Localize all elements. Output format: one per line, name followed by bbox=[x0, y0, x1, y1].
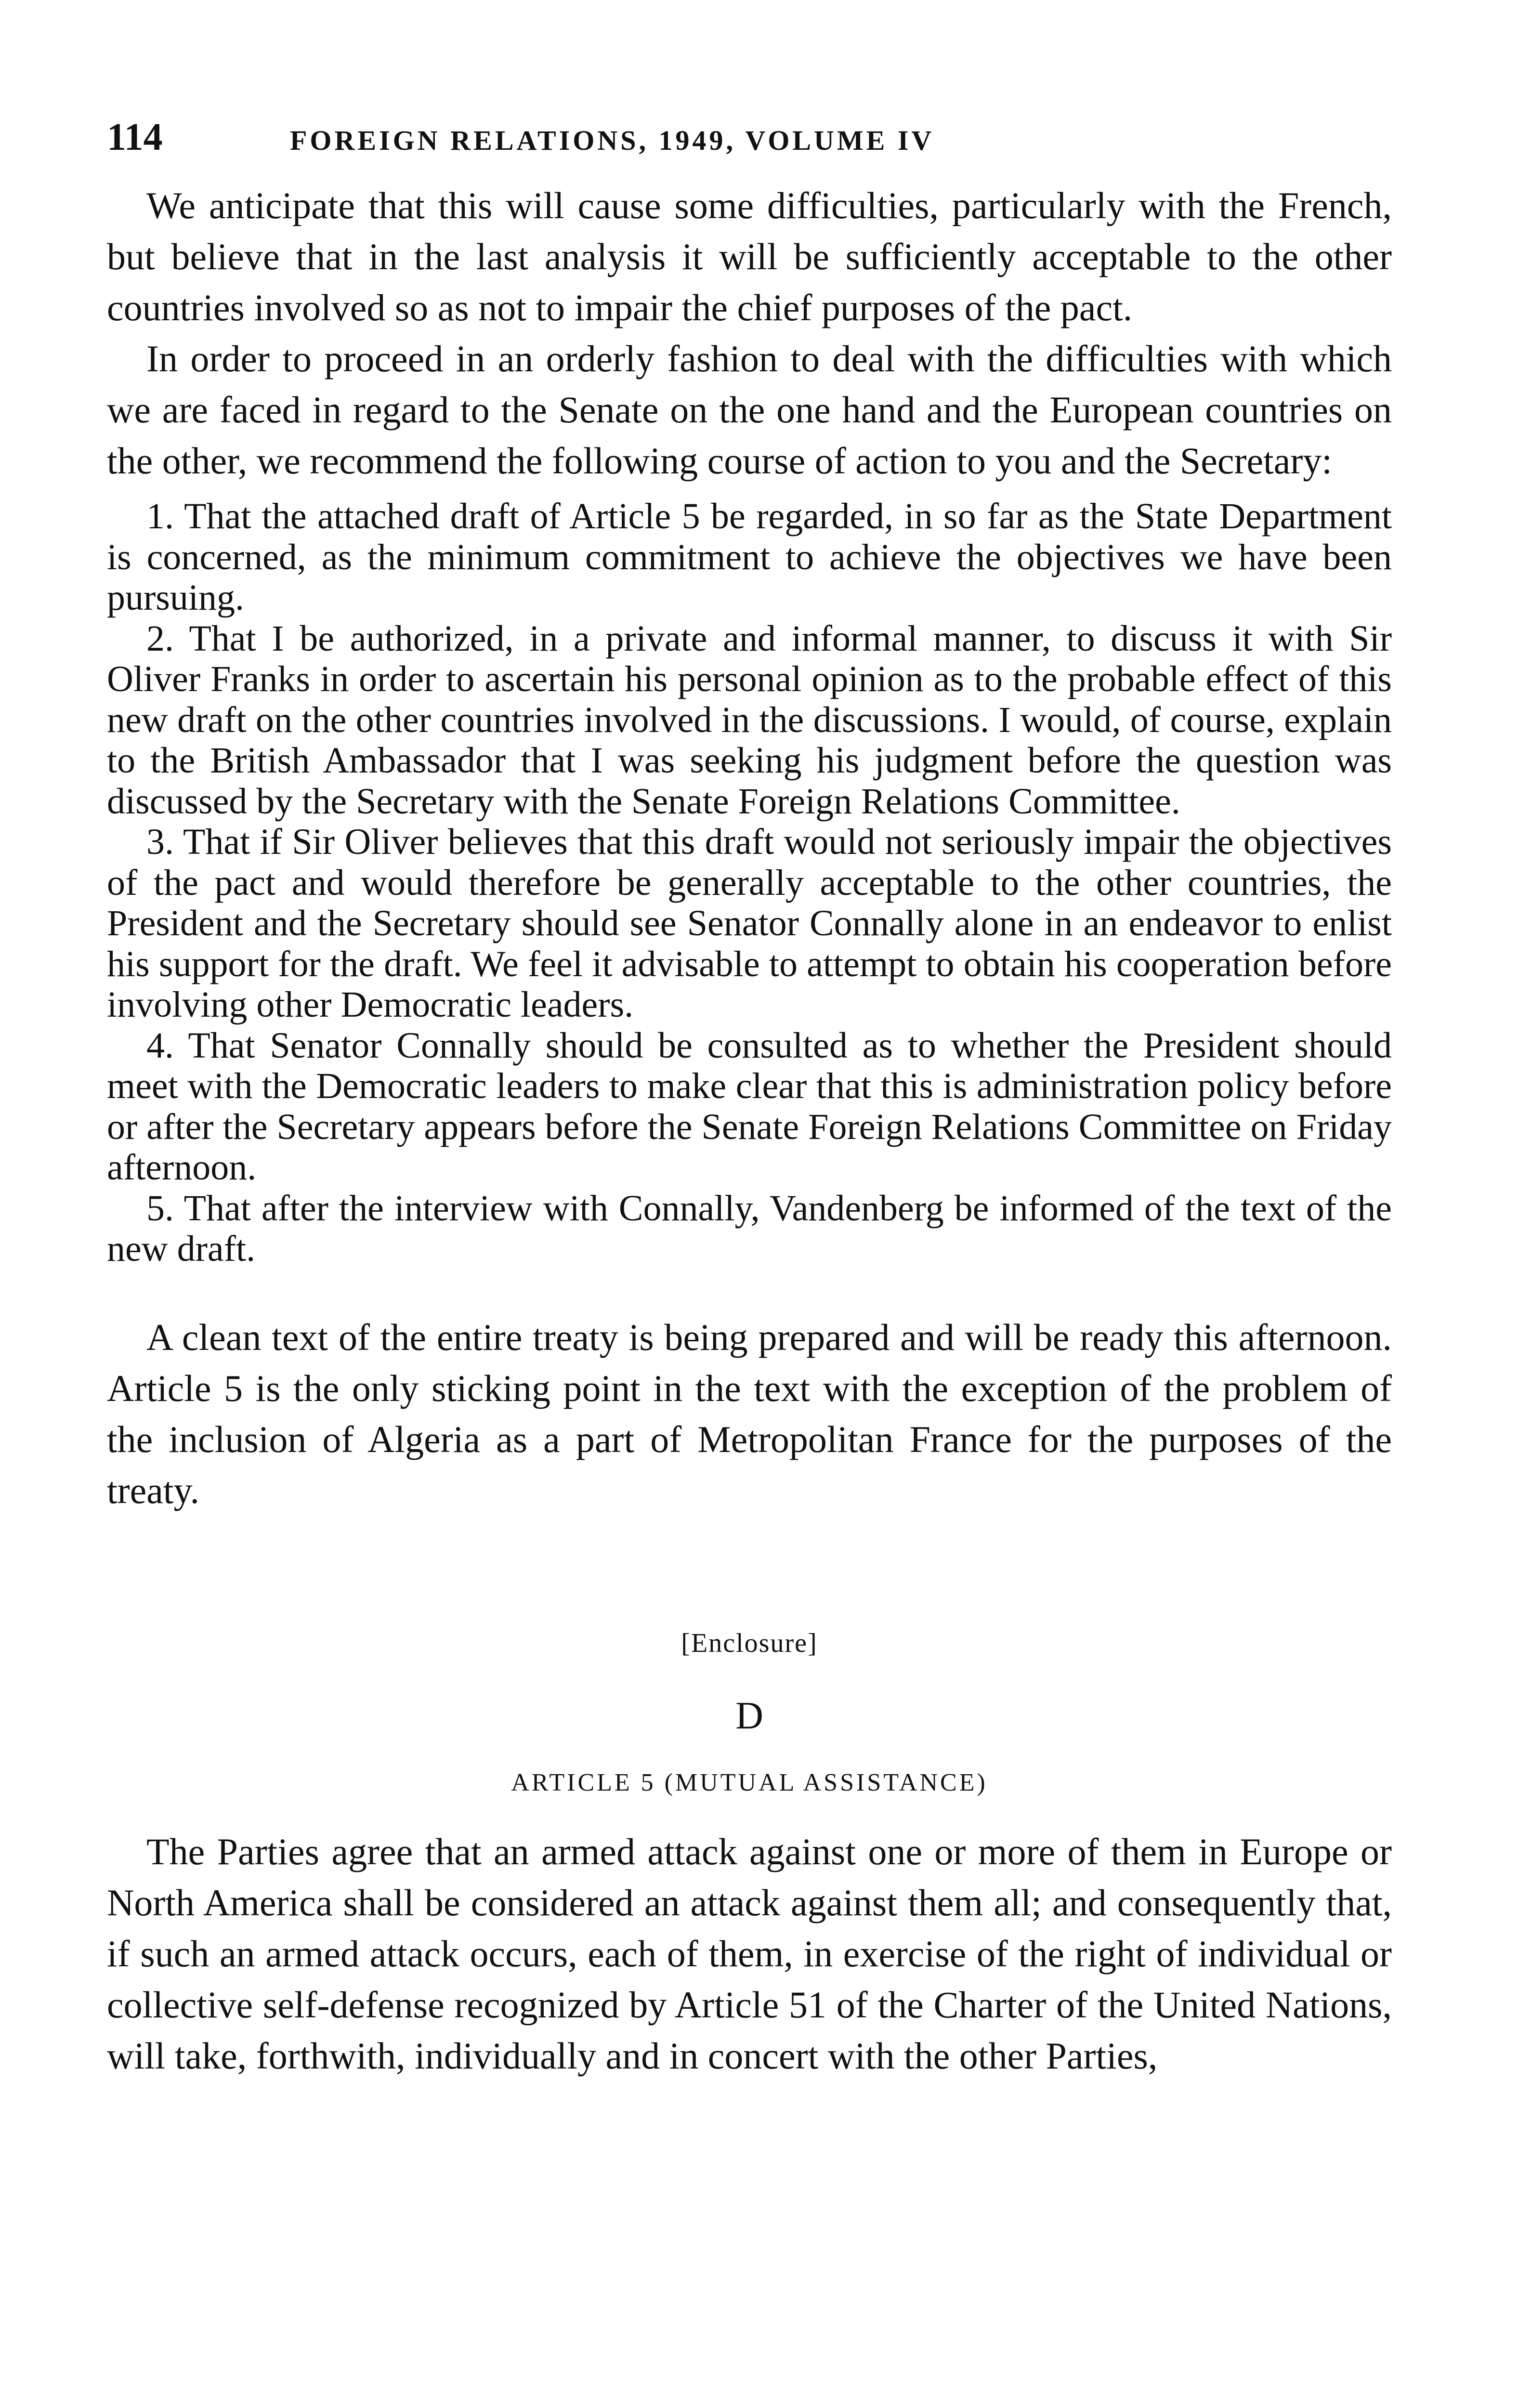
list-item: 1. That the attached draft of Article 5 be regarded, in so far as the State Department is concerned, as the minimum commitment to achieve the objectives we have been pursuing. bbox=[107, 496, 1392, 618]
paragraph: In order to proceed in an orderly fashion to deal with the difficulties with which we are faced in regard to the Senate on the one hand and the European countries on the other, we recommend the following course of action to you and the Secretary: bbox=[107, 338, 1392, 482]
list-item: 3. That if Sir Oliver believes that this draft would not seriously impair the objectives of the pact and would therefore be generally acceptable to the other countries, the President and the Secretary should see Senator Connally alone in an endeavor to enlist his support for the draft. We feel it advisable to attempt to obtain his cooperation before involving other Democratic leaders. bbox=[107, 822, 1392, 1025]
list-item: 4. That Senator Connally should be consulted as to whether the President should meet with the Democratic leaders to make clear that this is administration policy before or after the Secretary appears before the Senate Foreign Relations Committee on Friday afternoon. bbox=[107, 1025, 1392, 1188]
recommendations-list bbox=[107, 496, 1392, 1269]
closing-paragraph: A clean text of the entire treaty is being prepared and will be ready this afternoon. Article 5 is the only sticking point in the text with the exception of the problem of the inclusion of Algeria as a part of Metropolitan France for the purposes of the treaty. bbox=[107, 1316, 1392, 1511]
enclosure-label: [Enclosure] bbox=[681, 1628, 818, 1658]
article-text: The Parties agree that an armed attack against one or more of them in Europe or North America shall be considered an attack against them all; and consequently that, if such an armed attack occurs, each of them, in exercise of the right of individual or collective self-defense recognized by Article 51 of the Charter of the United Nations, will take, forthwith, individually and in concert with the other Parties, bbox=[107, 1830, 1392, 2077]
enclosure-letter: D bbox=[735, 1694, 763, 1737]
list-item: 2. That I be authorized, in a private and informal manner, to discuss it with Sir Oliver Franks in order to ascertain his personal opinion as to the probable effect of this new draft on the other countries involved in the discussions. I would, of course, explain to the British Ambassador that I was seeking his judgment before the question was discussed by the Secretary with the Senate Foreign Relations Committee. bbox=[107, 618, 1392, 822]
list-item: 5. That after the interview with Connally, Vandenberg be informed of the text of the new draft. bbox=[107, 1188, 1392, 1269]
article-heading: ARTICLE 5 (MUTUAL ASSISTANCE) bbox=[511, 1768, 988, 1796]
paragraph: We anticipate that this will cause some difficulties, particularly with the French, but believe that in the last analysis it will be sufficiently acceptable to the other countries involved so as not to impair the chief purposes of the pact. bbox=[107, 184, 1392, 328]
header-title: FOREIGN RELATIONS, 1949, VOLUME IV bbox=[290, 125, 935, 156]
document-page bbox=[107, 116, 1392, 2081]
running-head bbox=[107, 116, 1392, 164]
page-number: 114 bbox=[107, 116, 163, 158]
intro-section bbox=[107, 180, 1392, 486]
